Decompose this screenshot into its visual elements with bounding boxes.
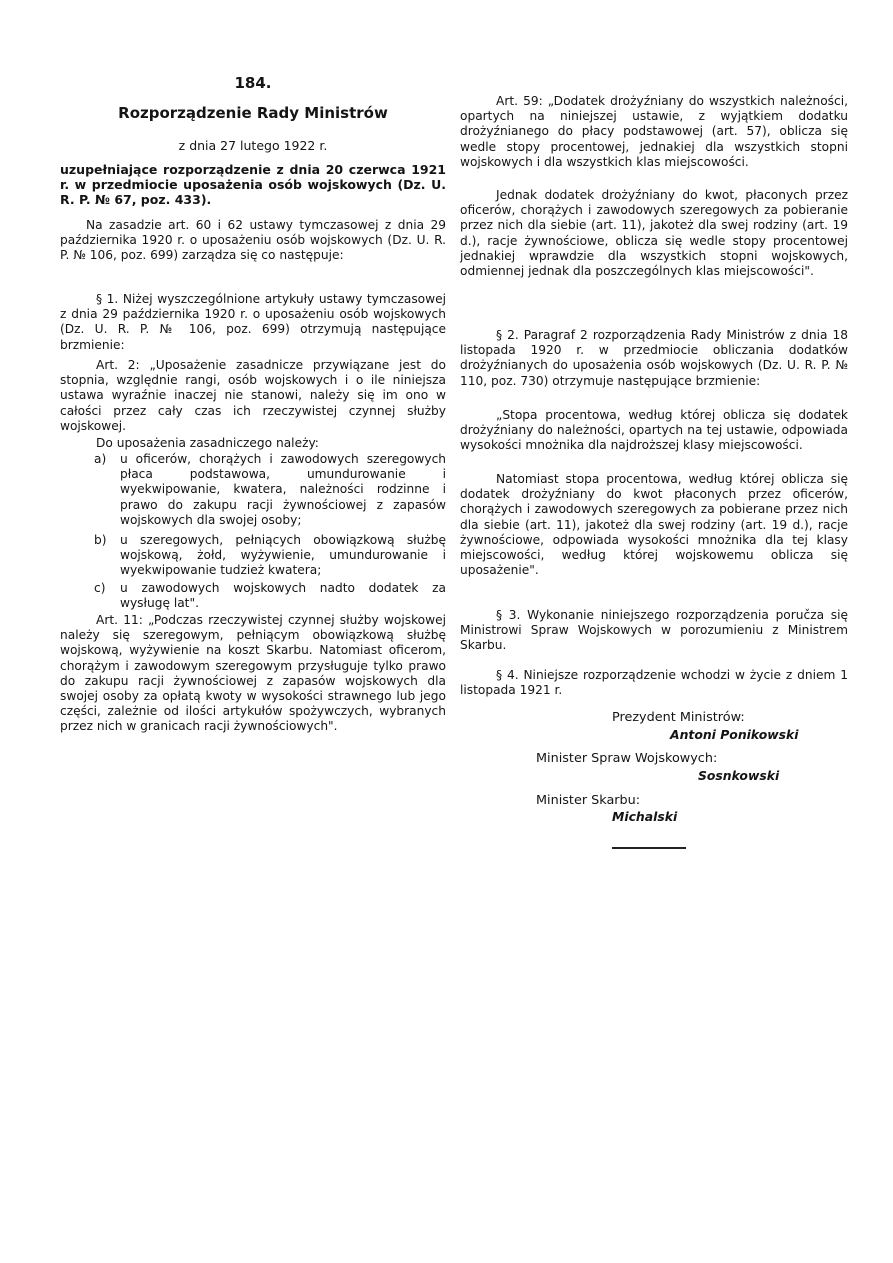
paragraph-2: § 2. Paragraf 2 rozporządzenia Rady Ministrów z dnia 18 listopada 1920 r. w przedmiocie obliczania dodatków drożyźnianych do uposażenia osób wojskowych (Dz. U. R. P. № 110, poz. 730) otrzymuje następujące brzmienie: (460, 328, 848, 388)
intro-paragraph: Na zasadzie art. 60 i 62 ustawy tymczasowej z dnia 29 października 1920 r. o uposażeniu osób wojskowych (Dz. U. R. P. № 106, poz. 699) zarządza się co następuje: (60, 218, 446, 263)
stopa-paragraph: „Stopa procentowa, według której oblicza się dodatek drożyźniany do należności, opartych na tej ustawie, odpowiada wysokości mnożnika dla najdroższej klasy miejscowości. (460, 408, 848, 453)
list-item-c (60, 581, 446, 611)
prezydent-label: Prezydent Ministrów: (612, 710, 745, 725)
list-item-a (60, 452, 446, 528)
document-date: z dnia 27 lutego 1922 r. (178, 138, 328, 153)
list-item-text: u oficerów, chorążych i zawodowych szeregowych płaca podstawowa, umundurowanie i wyekwipowanie, kwatera, należności rodzinne i prawo do zakupu racji żywnościowej z zapasów wojskowych dla swojej osoby; (120, 452, 446, 527)
closing-rule (612, 847, 686, 849)
document-number: 184. (234, 74, 272, 92)
list-item-b (60, 533, 446, 579)
article-59: Art. 59: „Dodatek drożyźniany do wszystkich należności, opartych na niniejszej ustawie, z wyjątkiem dodatku drożyźnianego do płacy podstawowej (art. 57), oblicza się wedle stopy procentowej, jednakiej dla wszystkich stopni wojskowych i dla wszystkich klas miejscowości. (460, 94, 848, 169)
list-item-label: a) (94, 452, 107, 466)
uposazenie-intro: Do uposażenia zasadniczego należy: (96, 436, 319, 450)
skarb-name: Michalski (612, 809, 678, 824)
list-item-text: u szeregowych, pełniących obowiązkową służbę wojskową, żołd, wyżywienie, umundurowanie i wyekwipowanie tudzież kwatera; (120, 533, 446, 578)
natomiast-paragraph: Natomiast stopa procentowa, według której oblicza się dodatek drożyźniany do kwot płaconych przez oficerów, chorążych i zawodowych szeregowych za pobierane przez nich dla siebie (art. 11), jakoteż dla swej rodziny (art. 19 d.), racje żywnościowe, odpowiada wysokości mnożnika dla tej klasy miejscowości, według której wojskowemu oblicza się uposażenie". (460, 472, 848, 578)
document-title: Rozporządzenie Rady Ministrów (118, 104, 388, 122)
paragraph-1: § 1. Niżej wyszczególnione artykuły ustawy tymczasowej z dnia 29 października 1920 r. o uposażeniu osób wojskowych (Dz. U. R. P. № 106, poz. 699) otrzymują następujące brzmienie: (60, 292, 446, 352)
wojsko-name: Sosnkowski (698, 768, 780, 783)
document-subtitle: uzupełniające rozporządzenie z dnia 20 czerwca 1921 r. w przedmiocie uposażenia osób wojskowych (Dz. U. R. P. № 67, poz. 433). (60, 162, 446, 207)
article-2: Art. 2: „Uposażenie zasadnicze przywiązane jest do stopnia, względnie rangi, osób wojskowych i o ile niniejsza ustawa wyraźnie inaczej nie stanowi, należy się im ono w całości przez cały czas ich rzeczywistej czynnej służby wojskowej. (60, 358, 446, 433)
wojsko-label: Minister Spraw Wojskowych: (536, 751, 718, 766)
paragraph-4: § 4. Niniejsze rozporządzenie wchodzi w życie z dniem 1 listopada 1921 r. (460, 668, 848, 698)
article-11: Art. 11: „Podczas rzeczywistej czynnej służby wojskowej należy się szeregowym, pełniącym obowiązkową służbę wojskową, wyżywienie na koszt Skarbu. Natomiast oficerom, chorążym i zawodowym szeregowym przysługuje tylko prawo do zakupu racji żywnościowej z zapasów wojskowych dla swojej osoby za opłatą kwoty w wysokości strawnego lub jego części, zależnie od ilości artykułów spożywczych, wybranych przez nich w granicach racji żywnościowych". (60, 613, 446, 734)
paragraph-3: § 3. Wykonanie niniejszego rozporządzenia poručza się Ministrowi Spraw Wojskowych w porozumieniu z Ministrem Skarbu. (460, 608, 848, 653)
skarb-label: Minister Skarbu: (536, 793, 641, 808)
list-item-label: c) (94, 581, 106, 595)
prezydent-name: Antoni Ponikowski (670, 727, 799, 742)
list-item-text: u zawodowych wojskowych nadto dodatek za wysługę lat". (120, 581, 446, 611)
list-item-label: b) (94, 533, 107, 547)
article-59-jednak: Jednak dodatek drożyźniany do kwot, płaconych przez oficerów, chorążych i zawodowych szeregowych za pobieranie przez nich dla siebie (art. 11), jakoteż dla swej rodziny (art. 19 d.), racje żywnościowe, oblicza się wedle stopy procentowej jednakiej wprawdzie dla wszystkich stopni wojskowych, odmiennej jednak dla poszczególnych klas miejscowości". (460, 188, 848, 279)
